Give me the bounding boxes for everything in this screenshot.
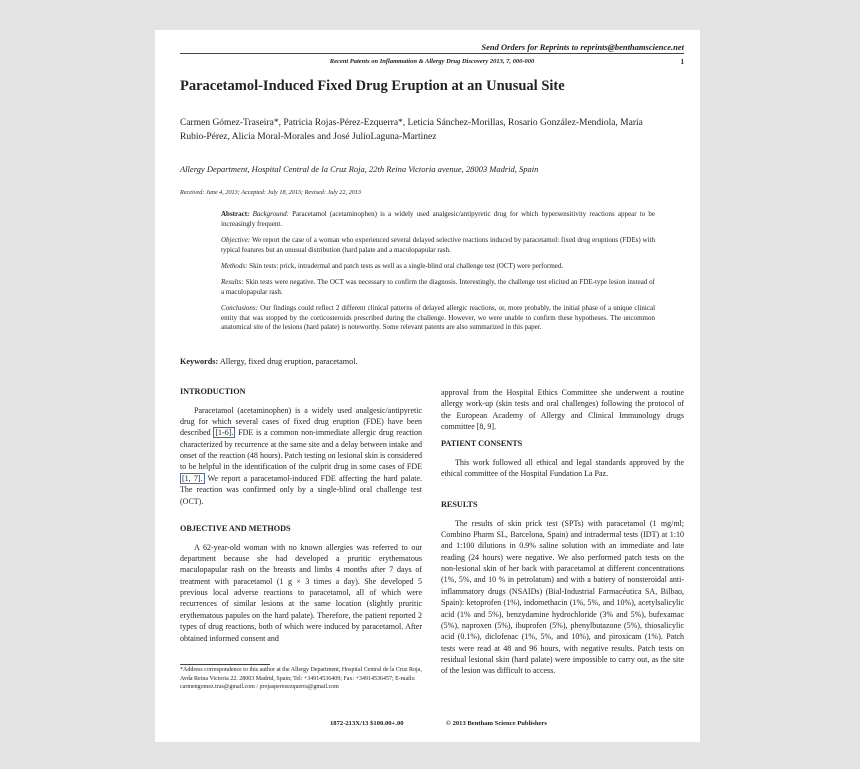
results-paragraph: The results of skin prick test (SPTs) with paracetamol (1 mg/ml; Combino Pharm SL, Barcelona, Spain) and intradermal tests (IDT) at 1:10 and 1:100 dilutions in 0.9% saline solution with an immediate and late reading (24 hours) were negative. We also performed patch tests on the non-lesional skin of her back with paracetamol at different concentrations (1%, 5%, and 10 % in petrolatum) and with a battery of nonsteroidal anti-inflammatory drugs (NSAIDs) (Bial-Industrial Farmacéutica SA, Bilbao, Spain): ketoprofen (1%), indomethacin (1%, 5%, and 10%), acetylsalicylic acid (1% and 5%), benzydamine hydrochloride (3% and 5%), bufexamac (5%), naproxen (5%), ibuprofen (5%), phenylbutazone (5%), thiosalicylic acid (0.1%), diclofenac (1%, 5%, and 10%), and piroxicam (1%). Patch tests were read at 48 and 96 hours, with negative results. Patch tests on residual lesional skin (hard palate) were impossible to carry out, as the site of the lesion was difficult to access. bbox=[441, 518, 684, 676]
keywords-line bbox=[180, 357, 684, 366]
objective-methods-paragraph: A 62-year-old woman with no known allergies was referred to our department because she had developed a pruritic erythematous maculopapular rash on the breasts and limbs 4 months after 7 days of treatment with paracetamol (1 g × 3 times a day). She developed 5 previous local adverse reactions to paracetamol, all of which were recurrences of similar lesions at the same location (slightly pruritic erythematous papules on the hard palate). Therefore, the patient reported 2 types of drug reactions, both of which were induced by paracetamol. After obtained informed consent and bbox=[180, 542, 422, 643]
introduction-section bbox=[180, 386, 422, 507]
page-number: 1 bbox=[680, 58, 684, 66]
objective-methods-section bbox=[180, 523, 422, 644]
citation-link-1-6[interactable]: [1-6]. bbox=[215, 428, 234, 438]
objective-label: Objective: bbox=[221, 235, 251, 244]
intro-text-c: We report a paracetamol-induced FDE affecting the hard palate. The reaction was confirmed only by a single-blind oral challenge test (OCT). bbox=[180, 473, 422, 506]
methods-text: Skin tests: prick, intradermal and patch tests as well as a single-blind oral challenge test (OCT) were performed. bbox=[249, 261, 564, 270]
patient-consents-paragraph: This work followed all ethical and legal standards approved by the ethical committee of the Hospital Fundation La Paz. bbox=[441, 457, 684, 478]
paper-title: Paracetamol-Induced Fixed Drug Eruption at an Unusual Site bbox=[180, 78, 565, 94]
correspondence-footnote: *Address correspondence to this author at the Allergy Department, Hospital Central de la Cruz Roja, Avda Reina Victoria 22. 28003 Madrid, Spain; Tel: +34914536409; Fax: +34914536457; E-mails: carmengomez.tras@gmail.com / projasperezezquerra@gmail.com bbox=[180, 667, 422, 691]
header-rule bbox=[180, 53, 684, 54]
footnote-rule bbox=[180, 664, 270, 665]
journal-citation: Recent Patents on Inflammation & Allergy Drug Discovery 2013, 7, 000-000 bbox=[329, 58, 535, 65]
conclusions-label: Conclusions: bbox=[221, 303, 258, 312]
issn-price: 1872-213X/13 $100.00+.00 bbox=[330, 720, 404, 727]
results-text: Skin tests were negative. The OCT was necessary to confirm the diagnosis. Interestingly, the challenge test elicited an FDE-type lesion instead of a maculopapular rash. bbox=[221, 277, 656, 296]
abstract-conclusions bbox=[221, 304, 655, 334]
keywords-label: Keywords: bbox=[180, 357, 219, 366]
background-text: Paracetamol (acetaminophen) is a widely used analgesic/antipyretic drug for which hypersensitivity reactions appear to be increasingly frequent. bbox=[221, 210, 656, 228]
citation-link-1-7[interactable]: [1, 7]. bbox=[182, 473, 203, 483]
abstract-methods bbox=[221, 262, 655, 272]
methods-continued bbox=[441, 387, 684, 432]
abstract-block bbox=[221, 210, 655, 339]
conclusions-text: Our findings could reflect 2 different clinical patterns of delayed allergic reactions, or, more probably, the initial phase of a unique clinical entity that was stopped by the corticosteroids prescribed during the challenge. However, we were unable to confirm these hypotheses. The uncommon anatomical site of the lesions (hard palate) is noteworthy. Some relevant patents are also summarized in this paper. bbox=[221, 303, 656, 332]
background-label: Background: bbox=[252, 210, 289, 218]
copyright: © 2013 Bentham Science Publishers bbox=[446, 720, 547, 727]
results-heading: RESULTS bbox=[441, 500, 478, 509]
abstract-label: Abstract: bbox=[221, 210, 250, 218]
abstract-objective bbox=[221, 236, 655, 256]
reprints-notice: Send Orders for Reprints to reprints@benthamscience.net bbox=[481, 42, 684, 52]
intro-text-a: Paracetamol (acetaminophen) is a widely used analgesic/antipyretic drug for which several cases of fixed drug eruption (FDE) have been described bbox=[180, 405, 422, 438]
methods-label: Methods: bbox=[221, 261, 248, 270]
intro-text-b: FDE is a common non-immediate allergic drug reaction characterized by recurrence at the same site and a delay between intake and onset of the reaction (48 hours). Patch testing on lesional skin is considered to be helpful in the identification of the culprit drug in some cases of FDE bbox=[180, 428, 422, 472]
affiliation: Allergy Department, Hospital Central de la Cruz Roja, 22th Reina Victoria avenue, 28003 Madrid, Spain bbox=[180, 164, 539, 174]
keywords-text: Allergy, fixed drug eruption, paracetamol. bbox=[219, 357, 358, 366]
author-list: Carmen Gómez-Traseira*, Patricia Rojas-Pérez-Ezquerra*, Leticia Sánchez-Morillas, Rosario González-Mendiola, María Rubio-Pérez, Alicia Moral-Morales and José JulioLaguna-Martinez bbox=[180, 118, 643, 143]
introduction-heading: INTRODUCTION bbox=[180, 387, 246, 396]
abstract-background bbox=[221, 210, 655, 230]
results-label: Results: bbox=[221, 277, 244, 286]
patient-consents-heading: PATIENT CONSENTS bbox=[441, 439, 523, 448]
methods-continued-paragraph: approval from the Hospital Ethics Committee she underwent a routine allergy work-up (skin tests and oral challenges) following the protocol of the European Academy of Allergy and Clinical Immunology drugs committee [8, 9]. bbox=[441, 388, 684, 432]
patient-consents-section bbox=[441, 438, 684, 479]
objective-methods-heading: OBJECTIVE AND METHODS bbox=[180, 524, 291, 533]
results-section bbox=[441, 499, 684, 677]
introduction-paragraph bbox=[180, 405, 422, 507]
submission-dates: Received: June 4, 2013; Accepted: July 18, 2013; Revised: July 22, 2013 bbox=[180, 189, 361, 196]
abstract-results bbox=[221, 278, 655, 298]
objective-text: We report the case of a woman who experienced several delayed selective reactions induced by paracetamol: fixed drug eruptions (FDEs) with typical features but an unusual distribution (hard palate and a maculopapular rash. bbox=[221, 235, 656, 254]
